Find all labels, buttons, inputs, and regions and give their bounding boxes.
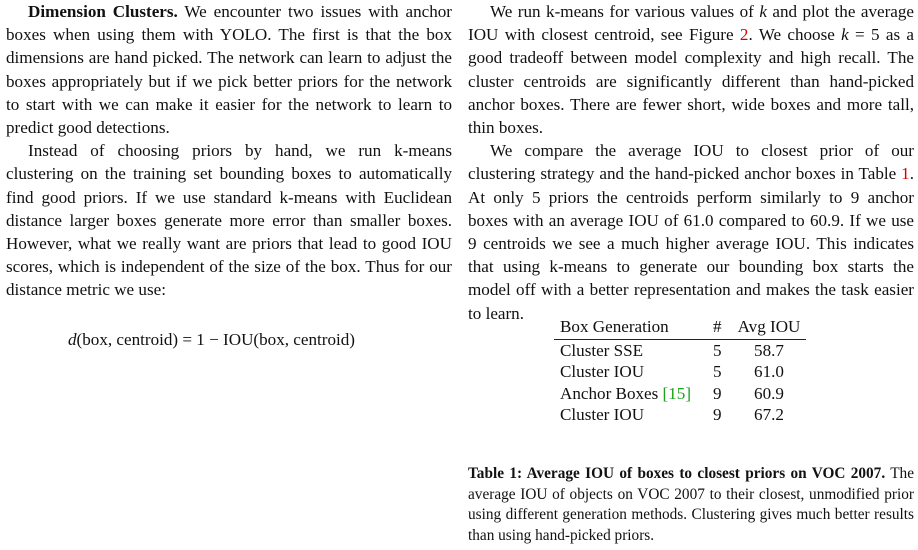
- table-row: [554, 383, 806, 405]
- paragraph-text: Instead of choosing priors by hand, we run k-means clustering on the training set bounding boxes to automatically find good priors. If we use standard k-means with Euclidean distance larger boxes generate more error than smaller boxes. However, what we really want are priors that lead to good IOU scores, which is independent of the size of the box. Thus for our distance metric we use:: [6, 141, 452, 300]
- cell-count: 9: [713, 405, 722, 424]
- cell-method: Cluster SSE: [560, 340, 644, 360]
- cell-avg-iou: 60.9: [754, 383, 784, 403]
- paragraph-text: . We choose: [748, 25, 842, 45]
- math-k: k: [841, 25, 849, 45]
- header-count: #: [697, 316, 732, 339]
- math-k: k: [759, 2, 767, 21]
- table-ref-link[interactable]: 1: [901, 164, 910, 184]
- cell-count: 5: [713, 340, 722, 360]
- left-column: [6, 0, 453, 349]
- paragraph-text: We encounter two issues with anchor boxes when using them with YOLO. The first is that the box dimensions are hand picked. The network can learn to adjust the boxes appropriately but if we pick better priors for the network to start with we can make it easier for the network to learn to predict good detections.: [6, 2, 453, 138]
- table-row: [554, 361, 806, 383]
- right-column: [468, 0, 915, 544]
- caption-body: The average IOU of objects on VOC 2007 to their closest, unmodified prior using different generation methods. Clustering gives much better results than using hand-picked priors.: [468, 465, 914, 544]
- caption-label: Table 1:: [468, 465, 523, 482]
- section-heading: Dimension Clusters.: [28, 2, 178, 21]
- method-label: Anchor Boxes: [560, 383, 663, 403]
- header-box-generation: Box Generation: [554, 316, 697, 339]
- header-avg-iou: Avg IOU: [732, 316, 807, 339]
- paragraph-dimension-clusters: [6, 0, 452, 139]
- cell-method: [554, 383, 697, 405]
- cell-method: Cluster IOU: [560, 362, 645, 381]
- table-header-row: [554, 316, 806, 339]
- cell-method: Cluster IOU: [560, 405, 645, 424]
- citation-link[interactable]: [15]: [662, 383, 692, 403]
- cell-count: 5: [713, 362, 722, 381]
- paragraph-text: = 5 as a good tradeoff between model complexity and high recall. The cluster centroids are significantly different than hand-picked anchor boxes. There are fewer short, wide boxes and more tall, thin boxes.: [468, 25, 915, 138]
- cell-count: 9: [713, 383, 722, 403]
- results-table: [554, 316, 806, 426]
- paragraph-text: We run k-means for various values of: [490, 2, 760, 21]
- cell-avg-iou: 58.7: [754, 340, 784, 360]
- paragraph-text: and plot the average IOU with closest centroid, see Figure: [468, 2, 914, 45]
- equation-variable: d: [68, 330, 77, 349]
- equation-expression: (box, centroid) = 1 − IOU(box, centroid): [76, 330, 356, 349]
- table-row: [554, 339, 806, 361]
- paragraph-kmeans-priors: [6, 139, 452, 301]
- paragraph-text: . At only 5 priors the centroids perform similarly to 9 anchor boxes with an average IOU of 61.0 compared to 60.9. If we use 9 centroids we see a much higher average IOU. This indicates that using k-means to generate our bounding box starts the model off with a better representation and makes the task easier to learn.: [468, 164, 914, 323]
- cell-avg-iou: 67.2: [754, 405, 784, 424]
- paragraph-kmeans-values: [468, 0, 914, 139]
- distance-equation: [68, 328, 355, 351]
- figure-ref-link[interactable]: 2: [739, 25, 749, 45]
- paragraph-iou-comparison: [468, 139, 914, 325]
- paragraph-text: We compare the average IOU to closest prior of our clustering strategy and the hand-picked anchor boxes in Table: [468, 141, 914, 184]
- cell-avg-iou: 61.0: [754, 362, 784, 381]
- table-caption: [468, 464, 914, 546]
- table-row: [554, 404, 806, 426]
- caption-title: Average IOU of boxes to closest priors on VOC 2007.: [522, 465, 886, 482]
